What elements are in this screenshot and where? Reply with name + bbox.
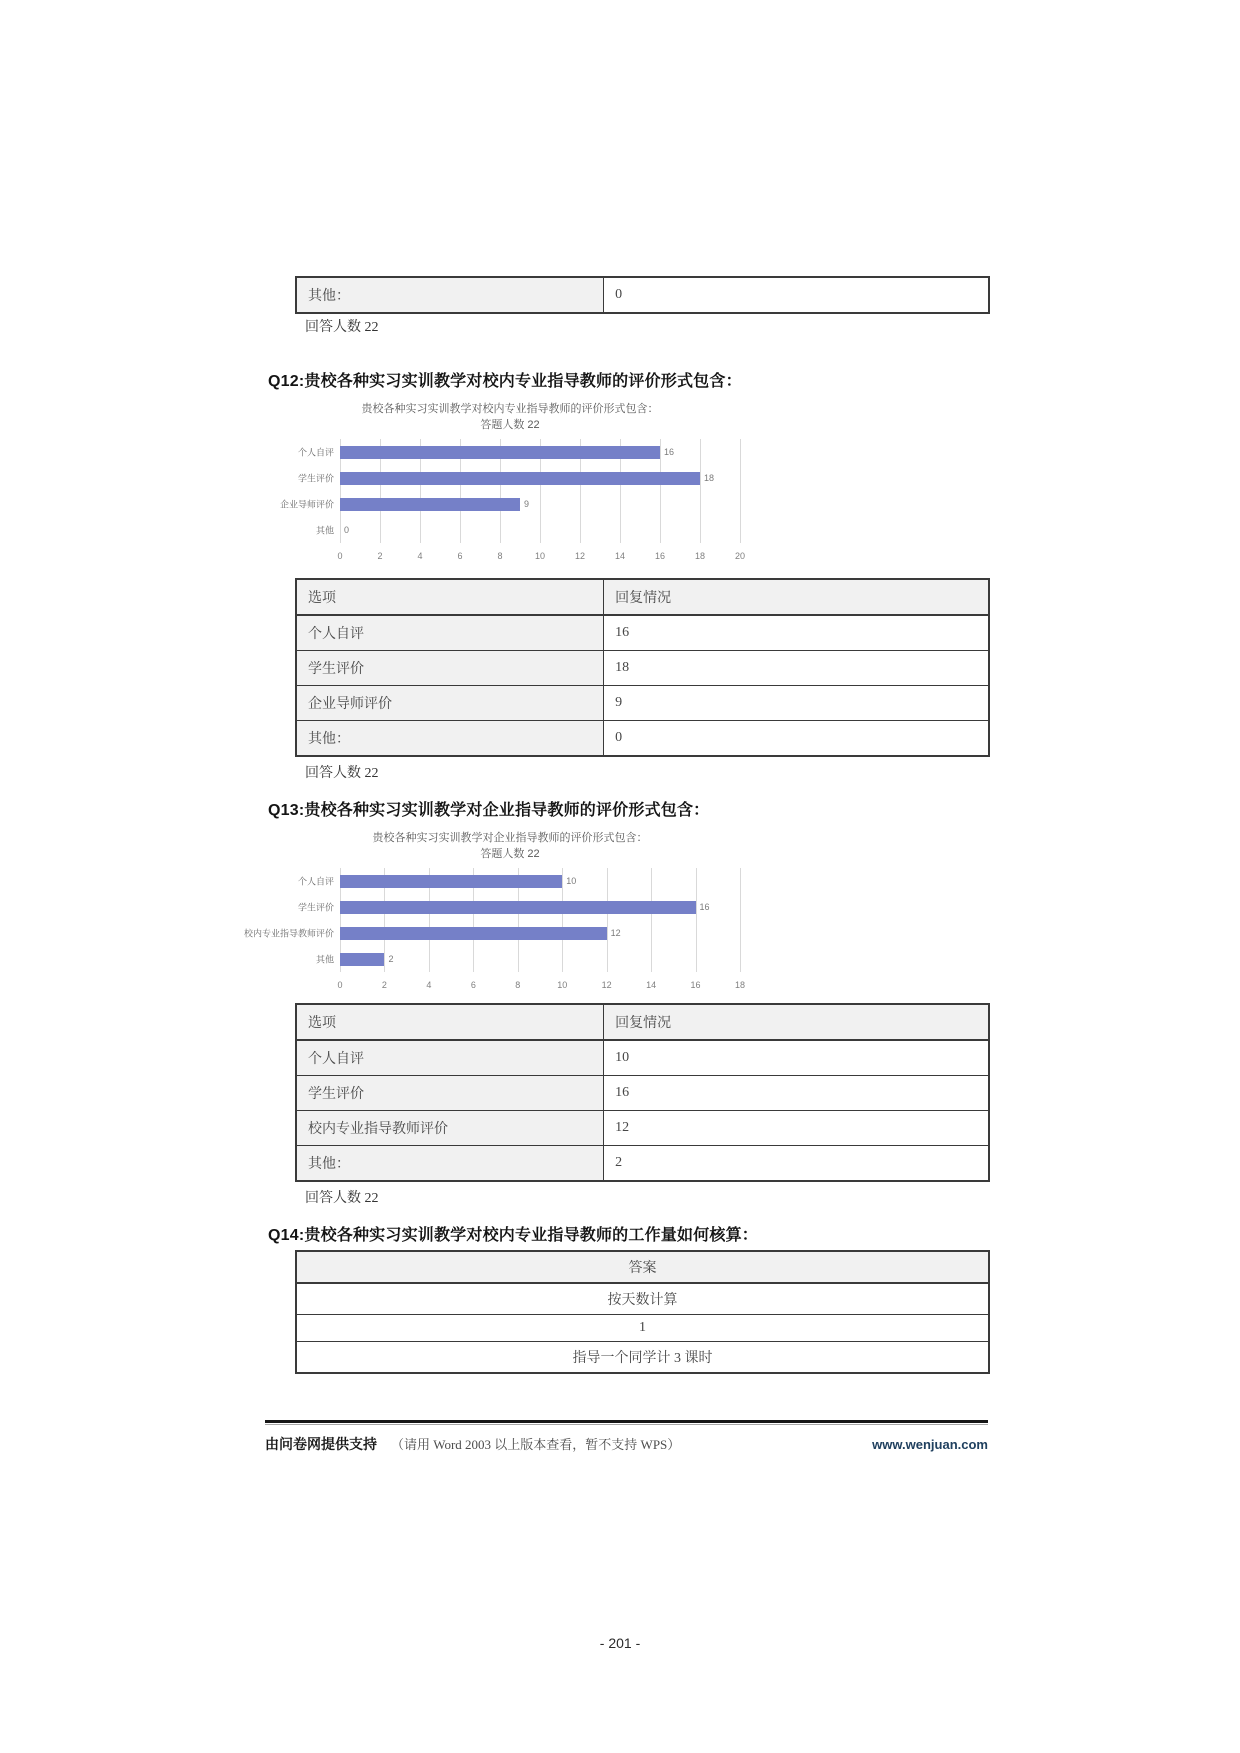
- table-header-cell: 选项: [296, 1004, 604, 1040]
- q13-bar-chart: [243, 830, 770, 992]
- table-cell: 其他：: [296, 721, 604, 757]
- table-cell: 学生评价: [296, 1076, 604, 1111]
- category-label: 其他: [315, 954, 334, 965]
- bar-track: [340, 920, 740, 946]
- table-cell: 其他：: [296, 277, 604, 313]
- x-tick-label: 16: [690, 980, 701, 990]
- bar-track: [340, 868, 740, 894]
- x-tick-label: 4: [417, 551, 423, 561]
- table-row: [296, 1076, 989, 1111]
- x-tick-label: 0: [337, 551, 343, 561]
- footer-note-text: （请用 Word 2003 以上版本查看，暂不支持 WPS）: [391, 1437, 681, 1452]
- page-number: - 201 -: [599, 1635, 641, 1651]
- bar-value-label: 12: [610, 928, 621, 938]
- chart-row: [297, 439, 770, 465]
- respondents-count: 回答人数 22: [305, 320, 379, 335]
- table-row: [296, 1283, 989, 1315]
- table-header-cell: 选项: [296, 579, 604, 615]
- x-tick-label: 10: [534, 551, 546, 561]
- respondents-count: 回答人数 22: [305, 766, 379, 781]
- x-tick-label: 6: [470, 980, 476, 990]
- respondents-count: 回答人数 22: [305, 1191, 379, 1206]
- x-tick-label: 12: [601, 980, 612, 990]
- footer-url-link[interactable]: www.wenjuan.com: [872, 1437, 988, 1452]
- category-label: 学生评价: [297, 902, 334, 913]
- bar-value-label: 0: [344, 525, 350, 535]
- table-cell: 12: [604, 1111, 989, 1146]
- category-label: 其他: [315, 525, 334, 536]
- table-row: [296, 721, 989, 757]
- q14-heading: Q14:贵校各种实习实训教学对校内专业指导教师的工作量如何核算：: [268, 1227, 758, 1244]
- table-cell: 按天数计算: [296, 1283, 989, 1315]
- category-label: 学生评价: [297, 473, 334, 484]
- table-row: [296, 1040, 989, 1076]
- x-tick-label: 16: [654, 551, 666, 561]
- table-cell: 16: [604, 1076, 989, 1111]
- chart-row: [315, 517, 770, 543]
- table-cell: 其他：: [296, 1146, 604, 1182]
- table-header-cell: 回复情况: [604, 1004, 989, 1040]
- bar-value-label: 16: [699, 902, 710, 912]
- table-header-row: [296, 579, 989, 615]
- bar-track: [340, 439, 740, 465]
- table-row: [296, 1315, 989, 1342]
- chart-subtitle: 答题人数 22: [480, 848, 540, 860]
- table-header-row: [296, 1004, 989, 1040]
- q14-answers-table: [295, 1250, 990, 1374]
- bar: [340, 875, 562, 888]
- x-tick-label: 14: [614, 551, 626, 561]
- table-row: [296, 1342, 989, 1374]
- q12-heading: Q12:贵校各种实习实训教学对校内专业指导教师的评价形式包含：: [268, 373, 742, 390]
- x-tick-label: 8: [515, 980, 521, 990]
- carryover-table: [295, 276, 990, 314]
- chart-row: [297, 465, 770, 491]
- table-cell: 16: [604, 615, 989, 651]
- footer-provider-text: 由问卷网提供支持: [265, 1436, 377, 1452]
- bar-value-label: 10: [566, 876, 577, 886]
- category-label: 个人自评: [297, 447, 334, 458]
- bar: [340, 901, 696, 914]
- chart-row: [243, 920, 770, 946]
- table-header-row: [296, 1251, 989, 1283]
- table-cell: 18: [604, 651, 989, 686]
- footer-divider: [265, 1420, 988, 1423]
- chart-row: [279, 491, 770, 517]
- footer-divider-thin: [265, 1424, 988, 1425]
- bar-value-label: 2: [388, 954, 394, 964]
- table-row: [296, 1111, 989, 1146]
- bar-value-label: 18: [704, 473, 715, 483]
- q12-bar-chart: [250, 401, 770, 563]
- bar: [340, 927, 607, 940]
- table-cell: 学生评价: [296, 651, 604, 686]
- x-tick-label: 6: [457, 551, 463, 561]
- table-cell: 企业导师评价: [296, 686, 604, 721]
- table-cell: 校内专业指导教师评价: [296, 1111, 604, 1146]
- table-row: [296, 1146, 989, 1182]
- table-cell: 个人自评: [296, 1040, 604, 1076]
- bar: [340, 472, 700, 485]
- bar: [340, 446, 660, 459]
- chart-row: [297, 868, 770, 894]
- bar-track: [340, 491, 740, 517]
- bar-track: [340, 894, 740, 920]
- x-tick-label: 4: [426, 980, 432, 990]
- table-cell: 个人自评: [296, 615, 604, 651]
- table-cell: 指导一个同学计 3 课时: [296, 1342, 989, 1374]
- bar-track: [340, 517, 740, 543]
- category-label: 校内专业指导教师评价: [243, 928, 334, 939]
- table-cell: 9: [604, 686, 989, 721]
- chart-row: [297, 894, 770, 920]
- chart-rows: [250, 439, 770, 543]
- table-row: [296, 277, 989, 313]
- bar: [340, 498, 520, 511]
- chart-rows: [243, 868, 770, 972]
- x-tick-label: 8: [497, 551, 503, 561]
- x-tick-label: 18: [694, 551, 706, 561]
- category-label: 企业导师评价: [279, 499, 334, 510]
- table-cell: 10: [604, 1040, 989, 1076]
- table-header-cell: 回复情况: [604, 579, 989, 615]
- x-tick-label: 2: [381, 980, 387, 990]
- x-tick-label: 0: [337, 980, 343, 990]
- table-cell: 2: [604, 1146, 989, 1182]
- bar-value-label: 16: [664, 447, 675, 457]
- table-row: [296, 615, 989, 651]
- x-tick-label: 2: [377, 551, 383, 561]
- x-tick-label: 12: [574, 551, 586, 561]
- bar-track: [340, 465, 740, 491]
- page-footer: [265, 1420, 988, 1454]
- table-row: [296, 651, 989, 686]
- chart-subtitle: 答题人数 22: [480, 419, 540, 431]
- plot-area: [243, 868, 770, 992]
- chart-row: [315, 946, 770, 972]
- q13-heading: Q13:贵校各种实习实训教学对企业指导教师的评价形式包含：: [268, 802, 710, 819]
- table-cell: 0: [604, 277, 989, 313]
- q13-results-table: [295, 1003, 990, 1182]
- chart-title: 贵校各种实习实训教学对校内专业指导教师的评价形式包含：: [361, 403, 659, 415]
- plot-area: [250, 439, 770, 563]
- bar-value-label: 9: [524, 499, 530, 509]
- q12-results-table: [295, 578, 990, 757]
- table-row: [296, 686, 989, 721]
- bar-track: [340, 946, 740, 972]
- x-tick-label: 20: [734, 551, 746, 561]
- x-tick-label: 14: [646, 980, 657, 990]
- table-cell: 0: [604, 721, 989, 757]
- chart-title: 贵校各种实习实训教学对企业指导教师的评价形式包含：: [372, 832, 648, 844]
- x-axis-ticks: [337, 549, 746, 563]
- table-header-cell: 答案: [296, 1251, 989, 1283]
- category-label: 个人自评: [297, 876, 334, 887]
- x-tick-label: 10: [557, 980, 568, 990]
- table-cell: 1: [296, 1315, 989, 1342]
- x-axis-ticks: [337, 978, 746, 992]
- x-tick-label: 18: [734, 980, 746, 990]
- bar: [340, 953, 384, 966]
